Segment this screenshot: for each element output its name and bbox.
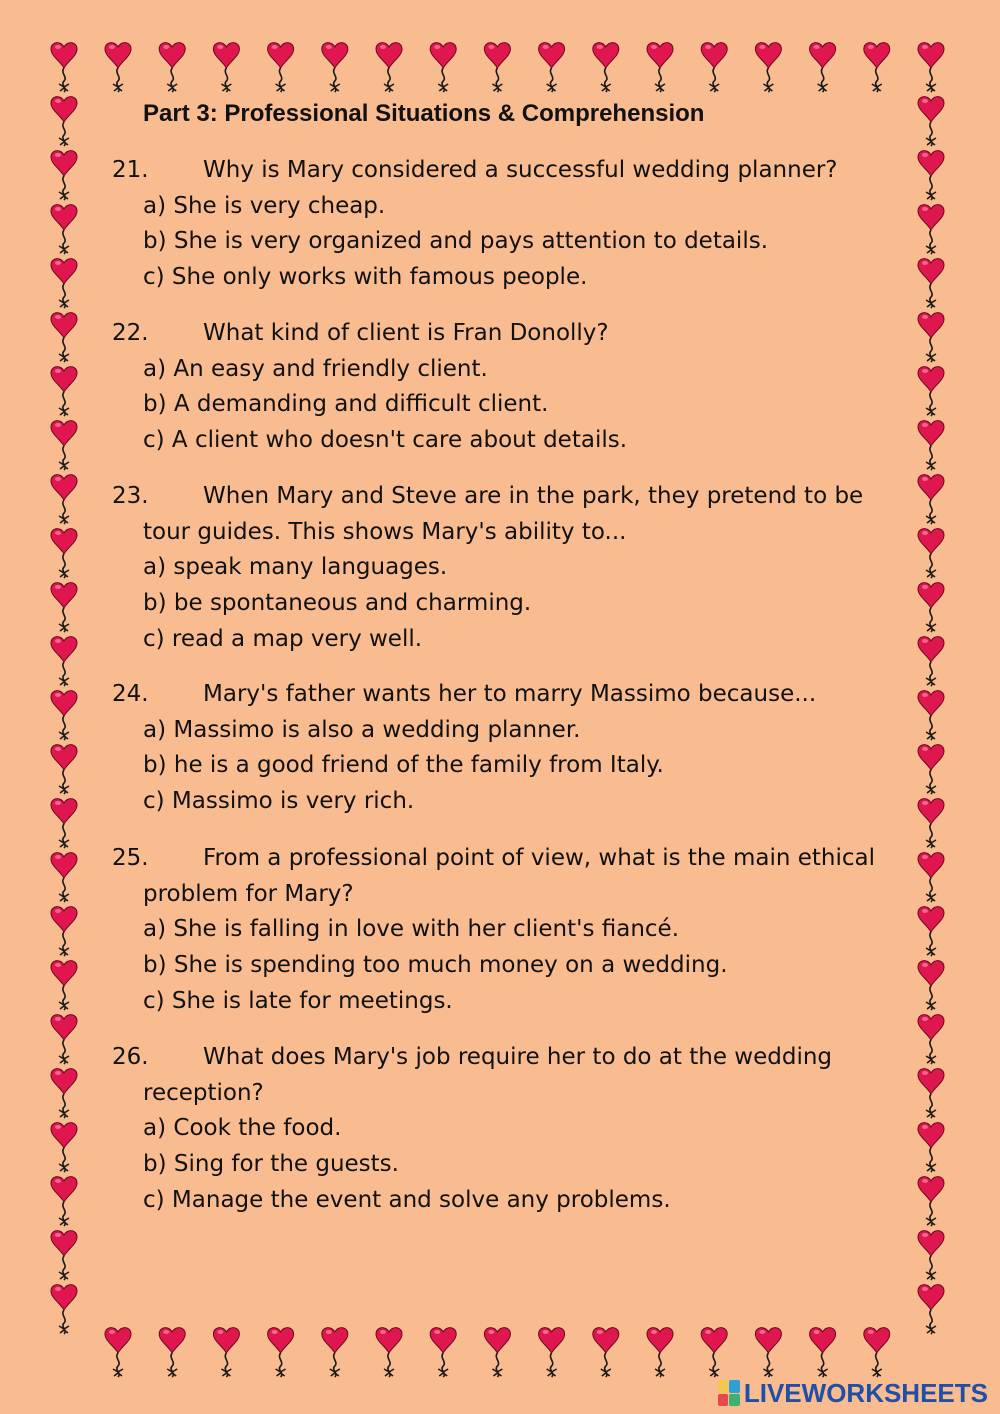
question-23	[112, 479, 912, 658]
question-number: 26.	[112, 1044, 149, 1070]
heart-balloon-icon	[159, 43, 185, 92]
heart-balloon-icon	[647, 1328, 673, 1377]
heart-balloon-icon	[755, 1328, 781, 1377]
question-number: 22.	[112, 320, 149, 346]
heart-balloon-icon	[918, 97, 944, 146]
question-text: Why is Mary considered a successful wedding planner?	[203, 157, 838, 183]
heart-balloon-icon	[51, 97, 77, 146]
question-22	[112, 316, 912, 459]
heart-balloon-icon	[51, 691, 77, 740]
heart-balloon-icon	[918, 1069, 944, 1118]
heart-balloon-icon	[105, 43, 131, 92]
logo-text: LIVEWORKSHEETS	[743, 1377, 988, 1408]
heart-balloon-icon	[484, 1328, 510, 1377]
question-text: From a professional point of view, what is the main ethical	[203, 845, 875, 871]
answer-option-b[interactable]: b) he is a good friend of the family from Italy.	[143, 752, 664, 779]
heart-balloon-icon	[484, 43, 510, 92]
heart-balloon-icon	[918, 907, 944, 956]
question-number: 25.	[112, 845, 149, 871]
heart-balloon-icon	[51, 313, 77, 362]
heart-balloon-icon	[918, 151, 944, 200]
question-stem	[112, 1040, 912, 1076]
heart-balloon-icon	[213, 1328, 239, 1377]
heart-balloon-icon	[918, 367, 944, 416]
heart-balloon-icon	[51, 367, 77, 416]
heart-balloon-icon	[918, 799, 944, 848]
heart-balloon-icon	[918, 637, 944, 686]
page-heading: Part 3: Professional Situations & Comprehension	[143, 100, 705, 127]
heart-balloon-icon	[539, 43, 565, 92]
heart-balloon-icon	[918, 1123, 944, 1172]
answer-option-a[interactable]: a) She is falling in love with her client's fiancé.	[143, 916, 680, 943]
heart-balloon-icon	[918, 1285, 944, 1334]
question-text: What does Mary's job require her to do at the wedding	[203, 1044, 833, 1070]
heart-balloon-icon	[918, 1015, 944, 1064]
heart-balloon-icon	[51, 745, 77, 794]
heart-balloon-icon	[51, 1123, 77, 1172]
question-text: When Mary and Steve are in the park, they pretend to be	[203, 483, 864, 509]
question-24	[112, 677, 912, 820]
question-stem	[112, 479, 912, 515]
logo-mark-cell	[718, 1380, 729, 1393]
heart-balloon-icon	[51, 1015, 77, 1064]
heart-balloon-icon	[213, 43, 239, 92]
heart-balloon-icon	[268, 1328, 294, 1377]
question-25	[112, 841, 912, 1020]
heart-balloon-icon	[593, 43, 619, 92]
heart-balloon-icon	[918, 583, 944, 632]
heart-balloon-icon	[755, 43, 781, 92]
heart-balloon-icon	[918, 1231, 944, 1280]
heart-balloon-icon	[918, 691, 944, 740]
heart-balloon-icon	[51, 1177, 77, 1226]
heart-balloon-icon	[51, 799, 77, 848]
heart-balloon-icon	[51, 529, 77, 578]
heart-balloon-icon	[376, 43, 402, 92]
heart-balloon-icon	[51, 583, 77, 632]
heart-balloon-icon	[51, 1231, 77, 1280]
heart-balloon-icon	[51, 961, 77, 1010]
heart-balloon-icon	[810, 1328, 836, 1377]
heart-balloon-icon	[268, 43, 294, 92]
heart-balloon-icon	[51, 205, 77, 254]
question-stem	[112, 153, 912, 189]
question-text: What kind of client is Fran Donolly?	[203, 320, 609, 346]
answer-option-a[interactable]: a) speak many languages.	[143, 554, 448, 581]
heart-balloon-icon	[810, 43, 836, 92]
question-text: Mary's father wants her to marry Massimo because...	[203, 681, 817, 707]
answer-option-c[interactable]: c) She only works with famous people.	[143, 264, 588, 291]
heart-balloon-icon	[51, 259, 77, 308]
heart-balloon-icon	[430, 43, 456, 92]
answer-option-c[interactable]: c) read a map very well.	[143, 625, 423, 652]
answer-option-b[interactable]: b) She is very organized and pays attention to details.	[143, 228, 769, 255]
heart-balloon-icon	[105, 1328, 131, 1377]
question-text-continued: reception?	[143, 1079, 264, 1106]
heart-balloon-icon	[51, 475, 77, 524]
heart-balloon-icon	[918, 745, 944, 794]
answer-option-a[interactable]: a) She is very cheap.	[143, 192, 386, 219]
answer-option-a[interactable]: a) An easy and friendly client.	[143, 355, 488, 382]
logo-mark-cell	[718, 1394, 729, 1407]
question-stem	[112, 841, 912, 877]
heart-balloon-icon	[918, 529, 944, 578]
answer-option-b[interactable]: b) A demanding and difficult client.	[143, 391, 549, 418]
heart-balloon-icon	[593, 1328, 619, 1377]
logo-mark-cell	[729, 1380, 740, 1393]
heart-balloon-icon	[322, 1328, 348, 1377]
question-21	[112, 153, 912, 296]
heart-balloon-icon	[51, 151, 77, 200]
heart-balloon-icon	[918, 475, 944, 524]
heart-balloon-icon	[918, 313, 944, 362]
heart-balloon-icon	[918, 421, 944, 470]
answer-option-b[interactable]: b) Sing for the guests.	[143, 1151, 399, 1178]
heart-balloon-icon	[918, 961, 944, 1010]
question-26	[112, 1040, 912, 1219]
answer-option-c[interactable]: c) Manage the event and solve any problems.	[143, 1186, 671, 1213]
heart-balloon-icon	[51, 1069, 77, 1118]
heart-balloon-icon	[51, 853, 77, 902]
heart-balloon-icon	[918, 853, 944, 902]
heart-balloon-icon	[701, 1328, 727, 1377]
heart-balloon-icon	[159, 1328, 185, 1377]
heart-balloon-icon	[376, 1328, 402, 1377]
question-stem	[112, 677, 912, 713]
answer-option-b[interactable]: b) be spontaneous and charming.	[143, 590, 532, 617]
answer-option-a[interactable]: a) Cook the food.	[143, 1115, 342, 1142]
heart-balloon-icon	[322, 43, 348, 92]
question-stem	[112, 316, 912, 352]
liveworksheets-logo[interactable]	[718, 1376, 988, 1410]
liveworksheets-logo-icon	[718, 1380, 740, 1406]
heart-balloon-icon	[51, 1285, 77, 1334]
heart-balloon-icon	[918, 259, 944, 308]
answer-option-c[interactable]: c) She is late for meetings.	[143, 987, 453, 1014]
heart-balloon-icon	[539, 1328, 565, 1377]
heart-balloon-icon	[51, 43, 77, 92]
answer-option-a[interactable]: a) Massimo is also a wedding planner.	[143, 716, 581, 743]
heart-balloon-icon	[51, 907, 77, 956]
question-number: 24.	[112, 681, 149, 707]
answer-option-c[interactable]: c) A client who doesn't care about details.	[143, 427, 628, 454]
question-text-continued: tour guides. This shows Mary's ability to...	[143, 518, 627, 545]
heart-balloon-icon	[864, 43, 890, 92]
answer-option-c[interactable]: c) Massimo is very rich.	[143, 788, 415, 815]
answer-option-b[interactable]: b) She is spending too much money on a wedding.	[143, 952, 728, 979]
question-number: 23.	[112, 483, 149, 509]
heart-balloon-icon	[701, 43, 727, 92]
heart-balloon-icon	[918, 1177, 944, 1226]
heart-balloon-icon	[918, 43, 944, 92]
heart-balloon-icon	[647, 43, 673, 92]
heart-balloon-icon	[430, 1328, 456, 1377]
question-text-continued: problem for Mary?	[143, 880, 354, 907]
heart-balloon-icon	[51, 421, 77, 470]
heart-balloon-icon	[918, 205, 944, 254]
logo-mark-cell	[729, 1394, 740, 1407]
heart-balloon-icon	[51, 637, 77, 686]
heart-balloon-icon	[864, 1328, 890, 1377]
question-number: 21.	[112, 157, 149, 183]
